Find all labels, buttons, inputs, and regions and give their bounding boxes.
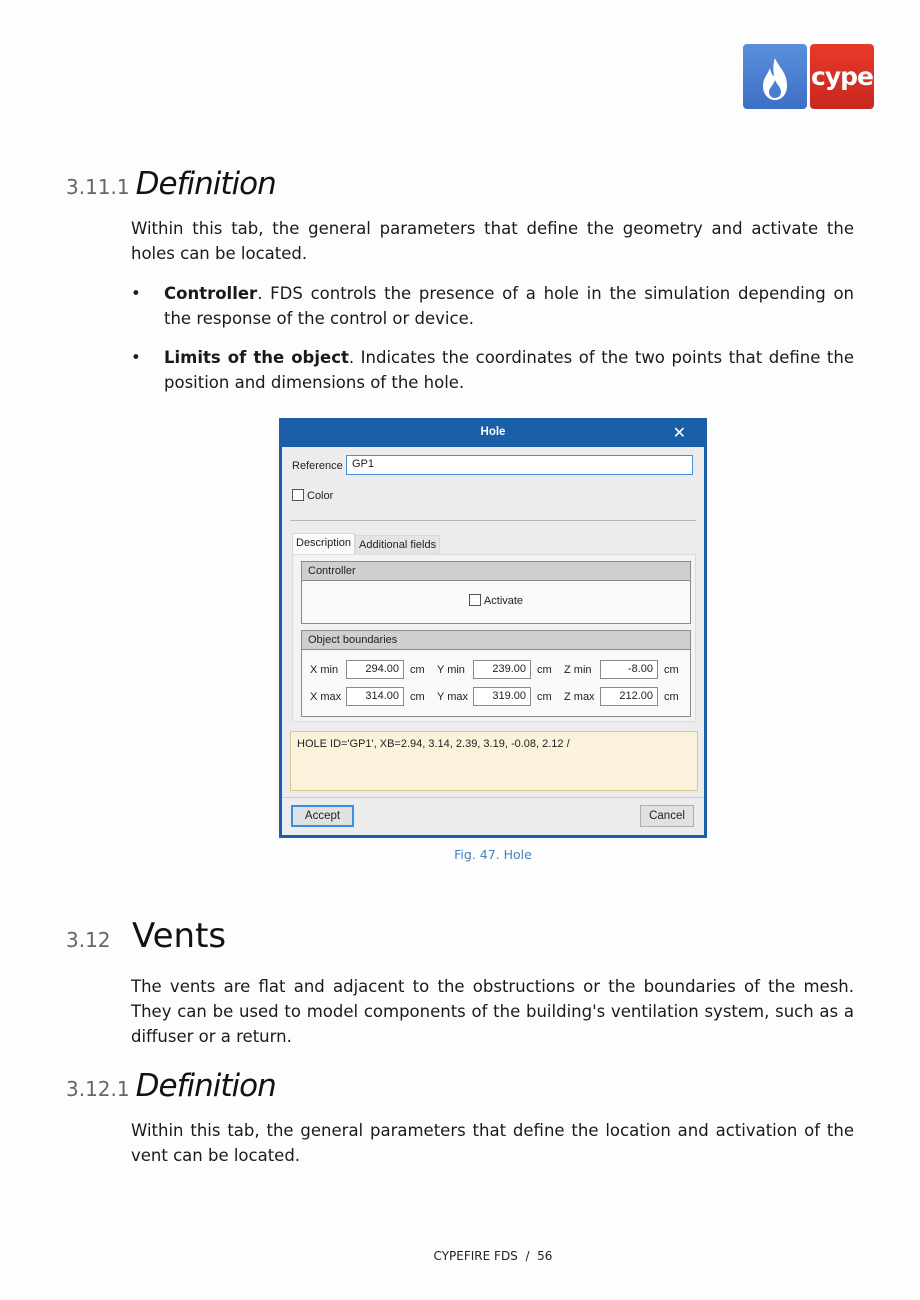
section-heading-3-12-1 bbox=[66, 1068, 276, 1104]
bullet-icon: • bbox=[131, 284, 141, 303]
intro-paragraph: Within this tab, the general parameters that define the geometry and activate the holes can be located. bbox=[131, 219, 854, 263]
color-checkbox[interactable] bbox=[292, 489, 304, 501]
group-header: Object boundaries bbox=[302, 631, 690, 650]
controller-group bbox=[301, 561, 691, 624]
activate-checkbox[interactable] bbox=[469, 594, 481, 606]
unit-label: cm bbox=[410, 663, 425, 676]
field-label: X min bbox=[310, 663, 339, 676]
accept-button[interactable]: Accept bbox=[291, 805, 354, 827]
bullet-limits bbox=[131, 345, 854, 395]
bullet-icon: • bbox=[131, 348, 141, 367]
bullet-text: . FDS controls the presence of a hole in the simulation depending on the response of the control or device. bbox=[164, 284, 854, 328]
tab-additional-fields[interactable]: Additional fields bbox=[355, 535, 440, 554]
cancel-button[interactable]: Cancel bbox=[640, 805, 694, 827]
section-title: Definition bbox=[135, 1068, 276, 1104]
unit-label: cm bbox=[537, 690, 552, 703]
section-number: 3.12 bbox=[66, 928, 111, 952]
fds-code-preview: HOLE ID='GP1', XB=2.94, 3.14, 2.39, 3.19, -0.08, 2.12 / bbox=[290, 731, 698, 791]
section-title: Definition bbox=[135, 166, 276, 202]
description-panel bbox=[292, 554, 696, 722]
flame-icon bbox=[743, 44, 807, 109]
color-label: Color bbox=[307, 490, 334, 502]
figure-caption: Fig. 47. Hole bbox=[454, 847, 532, 862]
vent-definition-paragraph: Within this tab, the general parameters that define the location and activation of the vent can be located. bbox=[131, 1121, 854, 1165]
section-number: 3.11.1 bbox=[66, 175, 130, 199]
group-header: Controller bbox=[302, 562, 690, 581]
field-label: Z max bbox=[564, 690, 595, 703]
footer-separator: / bbox=[525, 1249, 530, 1263]
brand-wordmark: cype bbox=[810, 44, 874, 109]
section-title: Vents bbox=[132, 916, 227, 956]
bullet-term: Limits of the object bbox=[164, 348, 349, 367]
field-label: Y max bbox=[437, 690, 468, 703]
dialog-titlebar bbox=[282, 418, 704, 447]
y-max-input[interactable]: 319.00 bbox=[473, 687, 531, 706]
section-heading-3-11-1 bbox=[66, 166, 276, 202]
activate-checkbox-row[interactable] bbox=[302, 594, 690, 607]
close-icon[interactable]: ✕ bbox=[672, 425, 686, 442]
cype-logo bbox=[743, 44, 876, 109]
footer-product: CYPEFIRE FDS bbox=[433, 1249, 518, 1263]
section-number: 3.12.1 bbox=[66, 1077, 130, 1101]
tab-bar bbox=[292, 533, 440, 554]
x-max-input[interactable]: 314.00 bbox=[346, 687, 404, 706]
hole-dialog bbox=[279, 418, 707, 838]
min-row bbox=[310, 660, 691, 679]
unit-label: cm bbox=[410, 690, 425, 703]
bullet-controller bbox=[131, 281, 854, 331]
section-heading-3-12 bbox=[66, 916, 226, 956]
divider bbox=[290, 520, 696, 521]
reference-input[interactable]: GP1 bbox=[346, 455, 693, 475]
page-footer bbox=[0, 1249, 920, 1263]
color-checkbox-row[interactable] bbox=[292, 489, 333, 502]
dialog-body bbox=[282, 447, 704, 835]
field-label: X max bbox=[310, 690, 342, 703]
z-min-input[interactable]: -8.00 bbox=[600, 660, 658, 679]
y-min-input[interactable]: 239.00 bbox=[473, 660, 531, 679]
page-number: 56 bbox=[537, 1249, 553, 1263]
tab-description[interactable]: Description bbox=[292, 533, 355, 554]
unit-label: cm bbox=[537, 663, 552, 676]
bullet-term: Controller bbox=[164, 284, 258, 303]
boundaries-group bbox=[301, 630, 691, 717]
dialog-title: Hole bbox=[480, 426, 506, 438]
unit-label: cm bbox=[664, 663, 679, 676]
field-label: Y min bbox=[437, 663, 465, 676]
bullet-text: . Indicates the coordinates of the two points that define the position and dimensions of the hole. bbox=[164, 348, 854, 392]
field-label: Z min bbox=[564, 663, 592, 676]
max-row bbox=[310, 687, 691, 706]
x-min-input[interactable]: 294.00 bbox=[346, 660, 404, 679]
reference-label: Reference bbox=[292, 460, 343, 472]
activate-label: Activate bbox=[483, 595, 524, 607]
unit-label: cm bbox=[664, 690, 679, 703]
z-max-input[interactable]: 212.00 bbox=[600, 687, 658, 706]
divider bbox=[282, 797, 704, 798]
vents-paragraph: The vents are flat and adjacent to the obstructions or the boundaries of the mesh. They can be used to model components of the building's ventilation system, such as a diffuser or a return. bbox=[131, 977, 854, 1046]
